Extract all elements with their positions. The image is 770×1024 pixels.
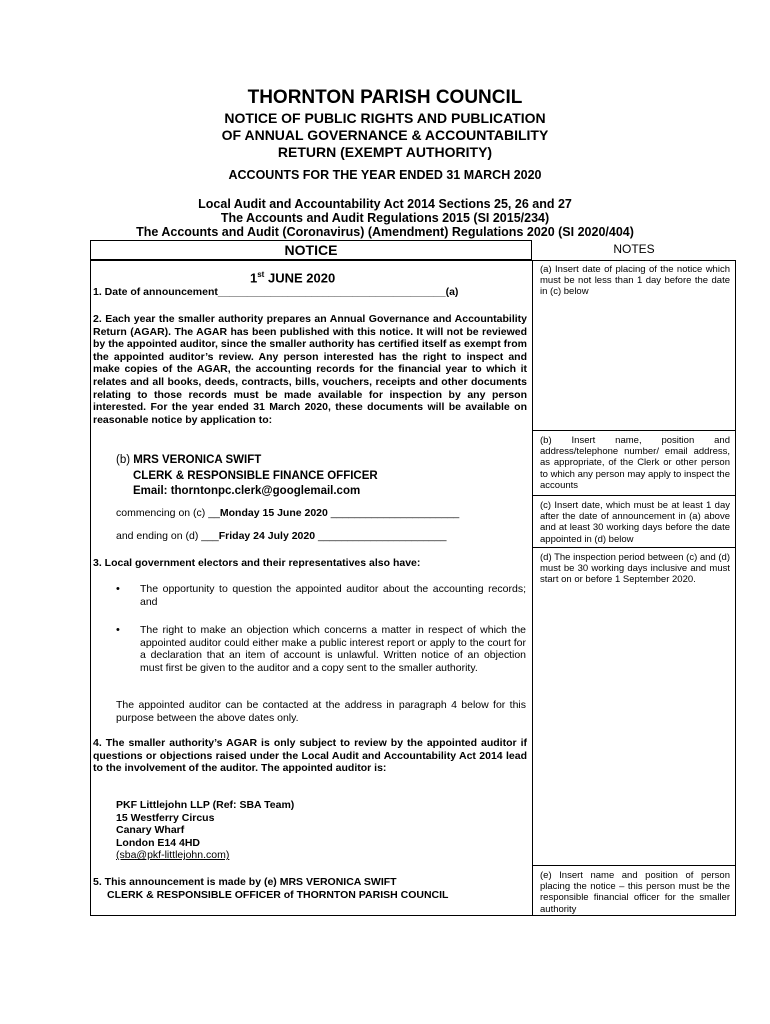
- paragraph-5-line-1: 5. This announcement is made by (e) MRS VERONICA SWIFT: [93, 876, 397, 888]
- paragraph-5-line-2: CLERK & RESPONSIBLE OFFICER of THORNTON PARISH COUNCIL: [107, 888, 449, 901]
- ending-tail: ______________________: [315, 530, 447, 542]
- contact-role: CLERK & RESPONSIBLE FINANCE OFFICER: [133, 469, 378, 482]
- note-c: (c) Insert date, which must be at least 1 day after the date of announcement in (a) above and at least 30 working days before the date appointed in (d) below: [532, 495, 736, 547]
- bullet-1-symbol: •: [116, 583, 120, 595]
- ending-label: and ending on (d) ___: [116, 530, 219, 542]
- contact-name-line: [116, 453, 378, 469]
- ending-line: [116, 530, 446, 542]
- auditor-contact-text: The appointed auditor can be contacted at the address in paragraph 4 below for this purpose between the above dates only.: [116, 699, 526, 724]
- subtitle-line-1: NOTICE OF PUBLIC RIGHTS AND PUBLICATION: [224, 110, 546, 126]
- legislation-line-2: The Accounts and Audit Regulations 2015 (SI 2015/234): [220, 211, 550, 225]
- contact-prefix: (b): [116, 454, 134, 466]
- note-a: (a) Insert date of placing of the notice which must be not less than 1 day before the date in (c) below: [540, 264, 730, 298]
- subtitle-line-3: RETURN (EXEMPT AUTHORITY): [277, 144, 493, 160]
- notice-header: NOTICE: [90, 240, 532, 260]
- announcement-day: 1: [250, 270, 258, 286]
- auditor-address-line-3: Canary Wharf: [116, 824, 185, 837]
- bullet-2-text: The right to make an objection which concerns a matter in respect of which the appointed auditor could either make a public interest report or apply to the court for a declaration that an item of account is unlawful. Written notice of an objection must first be given to the auditor and a copy sent to the smaller authority.: [140, 624, 526, 674]
- announcement-label: 1. Date of announcement_______________________________________(a): [93, 286, 459, 298]
- commencing-date: Monday 15 June 2020: [219, 507, 328, 519]
- bullet-1-text: The opportunity to question the appointed auditor about the accounting records; and: [140, 583, 526, 608]
- auditor-address-line-4: London E14 4HD: [116, 836, 201, 849]
- announcement-date: [250, 270, 335, 285]
- paragraph-2: 2. Each year the smaller authority prepares an Annual Governance and Accountability Return (AGAR). The AGAR has been published with this notice. It will not be reviewed by the appointed auditor, since the smaller authority has certified itself as exempt from the appointed auditor’s review. Any person interested has the right to inspect and make copies of the AGAR, the accounting records for the financial year to which it relates and all books, deeds, contracts, bills, vouchers, receipts and other documents relating to those records must be made available for inspection by any person interested. For the year ended 31 March 2020, these documents will be available on reasonable notice by application to:: [93, 313, 527, 426]
- announcement-day-suffix: st: [257, 270, 265, 279]
- auditor-address-line-1: PKF Littlejohn LLP (Ref: SBA Team): [116, 799, 295, 811]
- auditor-address: [116, 799, 294, 862]
- announcement-month-year: JUNE 2020: [264, 270, 336, 286]
- contact-name: MRS VERONICA SWIFT: [133, 454, 262, 466]
- contact-block: [116, 453, 378, 500]
- note-e: (e) Insert name and position of person placing the notice – this person must be the responsible financial officer for the smaller authority: [532, 865, 736, 916]
- contact-email: Email: thorntonpc.clerk@googlemail.com: [133, 485, 361, 497]
- commencing-tail: ______________________: [327, 507, 460, 519]
- paragraph-3-heading: 3. Local government electors and their representatives also have:: [93, 557, 421, 569]
- note-b: (b) Insert name, position and address/telephone number/ email address, as appropriate, of the Clerk or other person to which any person may apply to inspect the accounts: [532, 430, 736, 495]
- legislation-line-3: The Accounts and Audit (Coronavirus) (Amendment) Regulations 2020 (SI 2020/404): [136, 225, 634, 239]
- paragraph-4: 4. The smaller authority’s AGAR is only subject to review by the appointed auditor if questions or objections raised under the Local Audit and Accountability Act 2014 lead to the involvement of the auditor. The appointed auditor is:: [93, 737, 527, 775]
- commencing-label: commencing on (c) __: [116, 507, 220, 519]
- ending-date: Friday 24 July 2020: [218, 530, 316, 542]
- auditor-email-link[interactable]: (sba@pkf-littlejohn.com): [116, 849, 230, 862]
- paragraph-5: [93, 876, 448, 901]
- note-d: (d) The inspection period between (c) and (d) must be 30 working days inclusive and must start on or before 1 September 2020.: [532, 547, 736, 865]
- council-title: THORNTON PARISH COUNCIL: [247, 87, 523, 108]
- subtitle-line-2: OF ANNUAL GOVERNANCE & ACCOUNTABILITY: [221, 127, 549, 143]
- accounts-line: ACCOUNTS FOR THE YEAR ENDED 31 MARCH 2020: [228, 168, 542, 182]
- auditor-address-line-2: 15 Westferry Circus: [116, 811, 215, 824]
- bullet-2-symbol: •: [116, 624, 120, 636]
- notes-header: NOTES: [613, 242, 655, 256]
- legislation-line-1: Local Audit and Accountability Act 2014 Sections 25, 26 and 27: [198, 197, 572, 211]
- commencing-line: [116, 507, 459, 519]
